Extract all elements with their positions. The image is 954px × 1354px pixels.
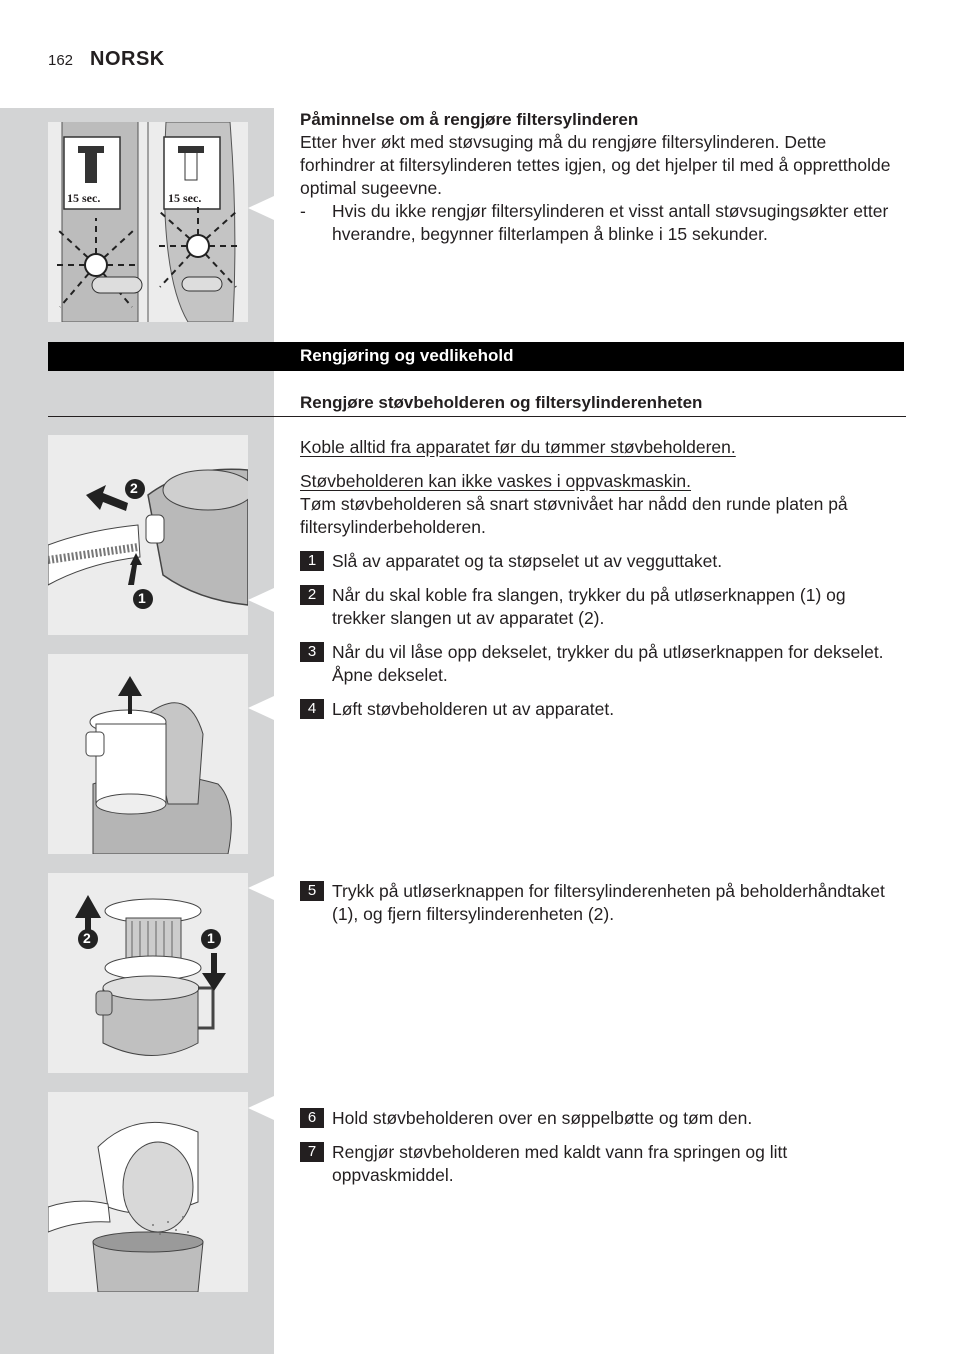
step-text: Når du vil låse opp dekselet, trykker du på utløserknappen for dekselet. Åpne dekselet. — [332, 642, 884, 685]
pointer-triangle — [248, 588, 274, 612]
step-text: Rengjør støvbeholderen med kaldt vann fra springen og litt oppvaskmiddel. — [332, 1142, 788, 1185]
figure-disconnect-hose — [48, 435, 248, 635]
step-number: 3 — [300, 642, 324, 662]
section-title-bar — [48, 342, 904, 371]
step-number: 1 — [300, 551, 324, 571]
pointer-triangle — [248, 696, 274, 720]
figure-remove-filter — [48, 873, 248, 1073]
reminder-bullet: Hvis du ikke rengjør filtersylinderen et visst antall støvsugingsøkter etter hverandre, begynner filterlampen å blinke i 15 sekunder. — [332, 201, 889, 244]
warning-1 — [300, 436, 900, 459]
step-text: Løft støvbeholderen ut av apparatet. — [332, 699, 615, 719]
step-text: Trykk på utløserknappen for filtersylinderenheten på beholderhåndtaket (1), og fjern filtersylinderenheten (2). — [332, 881, 885, 924]
fig-label-right: 15 sec. — [168, 191, 202, 205]
fig-label-left: 15 sec. — [67, 191, 101, 205]
callout-2: 2 — [130, 480, 138, 496]
warning-2-text: Støvbeholderen kan ikke vaskes i oppvaskmaskin. — [300, 471, 692, 491]
language-heading: NORSK — [90, 48, 165, 70]
figure-filter-reminder — [48, 122, 248, 322]
pointer-triangle — [248, 1096, 274, 1120]
step-text: Hold støvbeholderen over en søppelbøtte og tøm den. — [332, 1108, 753, 1128]
step-number: 6 — [300, 1108, 324, 1128]
step-text: Slå av apparatet og ta støpselet ut av vegguttaket. — [332, 551, 723, 571]
callout-1: 1 — [207, 930, 215, 946]
section-title: Rengjøring og vedlikehold — [300, 346, 514, 365]
reminder-heading: Påminnelse om å rengjøre filtersylinderen — [300, 110, 639, 129]
step-number: 4 — [300, 699, 324, 719]
step-number: 7 — [300, 1142, 324, 1162]
subsection-rule — [48, 416, 906, 417]
step-number: 5 — [300, 881, 324, 901]
callout-2: 2 — [83, 930, 91, 946]
pointer-triangle — [248, 196, 274, 220]
callout-1: 1 — [138, 590, 146, 606]
page-number: 162 — [48, 52, 74, 69]
pointer-triangle — [248, 876, 274, 900]
figure-empty-container — [48, 1092, 248, 1292]
reminder-body: Etter hver økt med støvsuging må du rengjøre filtersylinderen. Dette forhindrer at filtersylinderen tettes igjen, og det hjelper til med å opprettholde optimal sugeevne. — [300, 132, 891, 198]
intro-text: Tøm støvbeholderen så snart støvnivået har nådd den runde platen på filtersylinderbeholderen. — [300, 494, 848, 537]
subsection-title: Rengjøre støvbeholderen og filtersylinderenheten — [300, 393, 703, 412]
step-number: 2 — [300, 585, 324, 605]
warning-1-text: Koble alltid fra apparatet før du tømmer støvbeholderen. — [300, 437, 736, 457]
step-text: Når du skal koble fra slangen, trykker du på utløserknappen (1) og trekker slangen ut av apparatet (2). — [332, 585, 846, 628]
reminder-block — [300, 108, 900, 246]
warning-2-block — [300, 470, 900, 539]
bullet-dash: - — [300, 201, 306, 221]
figure-open-lid — [48, 654, 248, 854]
